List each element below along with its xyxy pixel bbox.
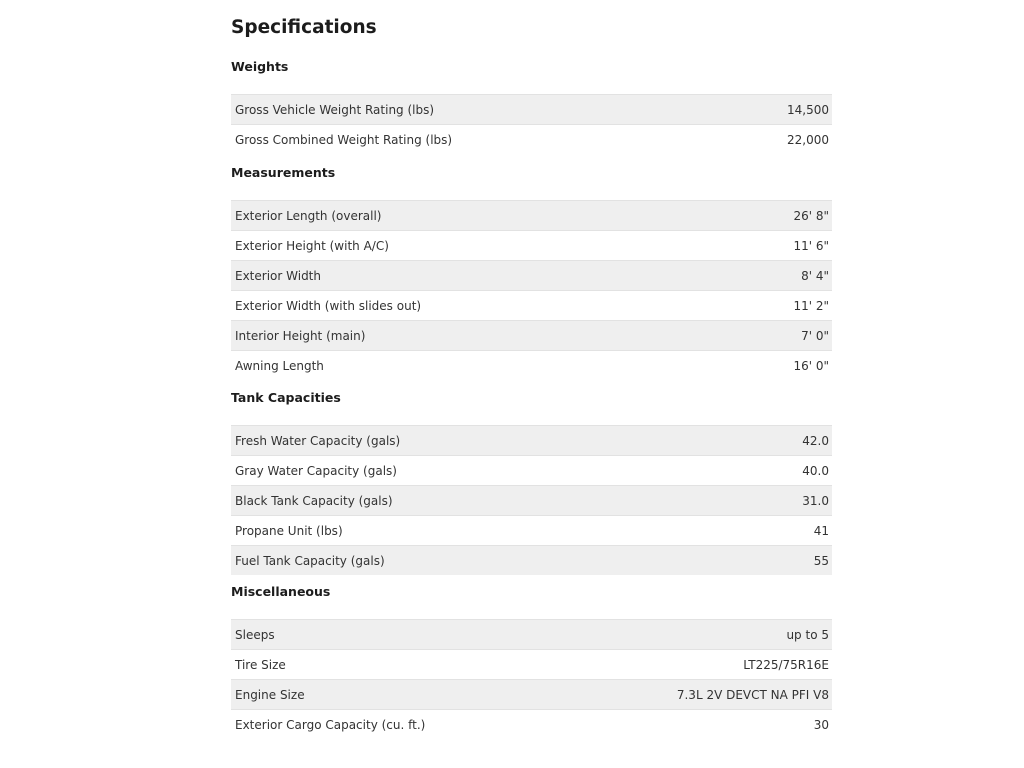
- spec-label: Gross Combined Weight Rating (lbs): [235, 132, 453, 147]
- spec-value: 42.0: [802, 433, 829, 448]
- spec-label: Black Tank Capacity (gals): [235, 493, 393, 508]
- spec-value: 8' 4": [801, 268, 829, 283]
- spec-value: 11' 6": [793, 238, 829, 253]
- spec-table: [231, 619, 832, 739]
- spec-value: 30: [813, 717, 829, 732]
- spec-row: [231, 321, 832, 351]
- spec-row: [231, 231, 832, 261]
- spec-label: Tire Size: [235, 657, 286, 672]
- spec-value: 16' 0": [793, 358, 829, 373]
- spec-label: Fresh Water Capacity (gals): [235, 433, 401, 448]
- spec-row: [231, 710, 832, 739]
- section-weights: [231, 57, 832, 154]
- spec-row: [231, 620, 832, 650]
- spec-label: Sleeps: [235, 627, 275, 642]
- spec-label: Exterior Height (with A/C): [235, 238, 389, 253]
- spec-row: [231, 546, 832, 575]
- spec-label: Exterior Width (with slides out): [235, 298, 422, 313]
- spec-label: Interior Height (main): [235, 328, 366, 343]
- spec-row: [231, 456, 832, 486]
- spec-row: [231, 95, 832, 125]
- spec-label: Gray Water Capacity (gals): [235, 463, 397, 478]
- spec-table: [231, 94, 832, 154]
- section-measurements: [231, 163, 832, 380]
- spec-value: 22,000: [787, 132, 829, 147]
- spec-label: Exterior Cargo Capacity (cu. ft.): [235, 717, 426, 732]
- spec-table: [231, 200, 832, 380]
- spec-row: [231, 486, 832, 516]
- spec-label: Exterior Width: [235, 268, 321, 283]
- spec-value: 7.3L 2V DEVCT NA PFI V8: [676, 687, 829, 702]
- spec-row: [231, 516, 832, 546]
- spec-value: up to 5: [786, 627, 829, 642]
- spec-value: 55: [813, 553, 829, 568]
- spec-row: [231, 650, 832, 680]
- spec-label: Propane Unit (lbs): [235, 523, 343, 538]
- spec-table: [231, 425, 832, 575]
- spec-row: [231, 291, 832, 321]
- spec-label: Awning Length: [235, 358, 324, 373]
- spec-row: [231, 125, 832, 154]
- section-heading: Miscellaneous: [231, 584, 331, 599]
- spec-label: Fuel Tank Capacity (gals): [235, 553, 385, 568]
- section-heading: Weights: [231, 59, 289, 74]
- spec-value: 41: [813, 523, 829, 538]
- spec-row: [231, 426, 832, 456]
- spec-value: 7' 0": [801, 328, 829, 343]
- spec-value: 31.0: [802, 493, 829, 508]
- section-heading: Measurements: [231, 165, 336, 180]
- spec-row: [231, 680, 832, 710]
- spec-label: Exterior Length (overall): [235, 208, 382, 223]
- section-tank-capacities: [231, 388, 832, 575]
- page-title: Specifications: [231, 17, 377, 38]
- spec-label: Gross Vehicle Weight Rating (lbs): [235, 102, 435, 117]
- spec-row: [231, 351, 832, 380]
- spec-label: Engine Size: [235, 687, 305, 702]
- spec-value: 26' 8": [793, 208, 829, 223]
- spec-row: [231, 201, 832, 231]
- spec-value: LT225/75R16E: [743, 657, 829, 672]
- spec-value: 11' 2": [793, 298, 829, 313]
- spec-value: 14,500: [787, 102, 829, 117]
- section-miscellaneous: [231, 582, 832, 739]
- section-heading: Tank Capacities: [231, 390, 341, 405]
- spec-value: 40.0: [802, 463, 829, 478]
- spec-row: [231, 261, 832, 291]
